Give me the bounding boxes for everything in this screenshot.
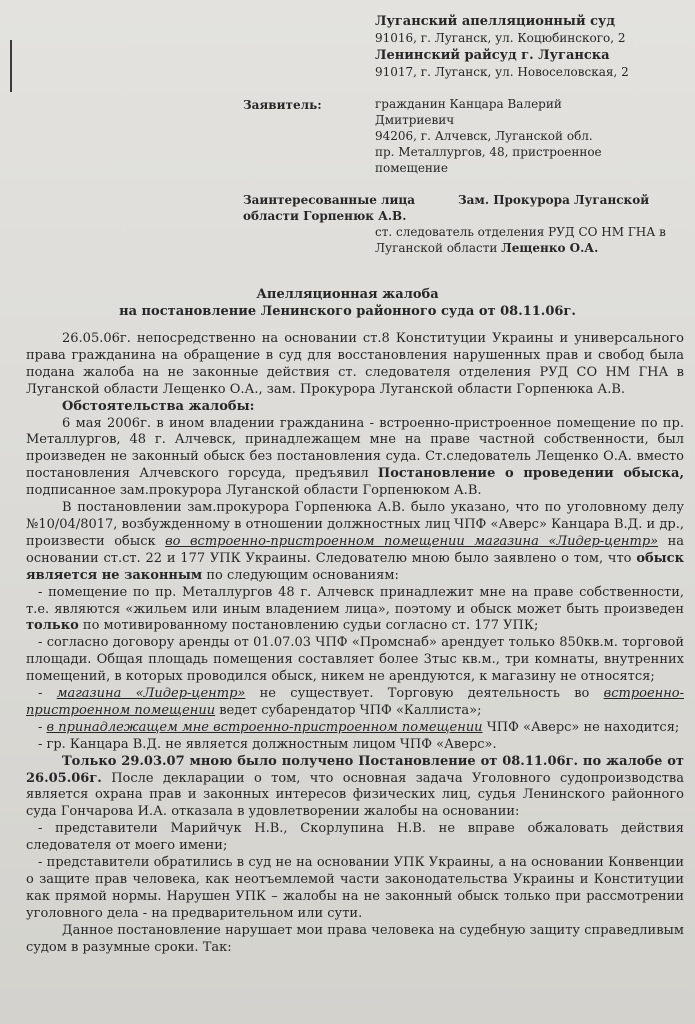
list-item: - помещение по пр. Металлургов 48 г. Алчевск принадлежит мне на праве собственности, т.е. являются «жильем или иным владением лица», поэтому и обыск может быть произведен только по мотивированному постановлению судьи согласно ст. 177 УПК;: [26, 584, 684, 634]
paragraph: Данное постановление нарушает мои права человека на судебную защиту справедливым судом в разумные сроки. Так:: [26, 922, 684, 955]
paragraph: В постановлении зам.прокурора Горпенюка А.В. было указано, что по уголовному делу №10/04/8017, возбужденному в отношении должностных лиц ЧПФ «Аверс» Канцара В.Д. и др., произвести обыск во встроенно-пристроенном помещении магазина «Лидер-центр» на основании ст.ст. 22 и 177 УПК Украины. Следователю мною было заявлено о том, что обыск является не законным по следующим основаниям:: [26, 500, 684, 583]
interested-person1: Зам. Прокурора Луганской: [458, 193, 650, 207]
interested-label: Заинтересованные лица: [243, 193, 416, 207]
court1-address: 91016, г. Луганск, ул. Коцюбинского, 2: [375, 31, 626, 45]
court2-address: 91017, г. Луганск, ул. Новоселовская, 2: [375, 65, 629, 79]
document-subtitle: на постановление Ленинского районного суда от 08.11.06г.: [119, 304, 576, 319]
paragraph: 26.05.06г. непосредственно на основании ст.8 Конституции Украины и универсального права гражданина на обращение в суд для восстановления нарушенных прав и свобод была подана жалоба на не законные действия ст. следователя отделения РУД СО НМ ГНА в Луганской области Лещенко О.А., зам. Прокурора Луганской области Горпенюка А.В.: [26, 331, 684, 397]
margin-mark: [10, 40, 12, 92]
list-item: - представители Марийчук Н.В., Скорлупина Н.В. не вправе обжаловать действия следователя от моего имени;: [26, 821, 684, 854]
interested-person2-cont: Луганской области Лещенко О.А.: [375, 241, 599, 255]
list-item: - согласно договору аренды от 01.07.03 ЧПФ «Промснаб» арендует только 850кв.м. торговой площади. Общая площадь помещения составляет более 3тыс кв.м., три комнаты, внутренних помещений, в которых проводился обыск, никем не арендуются, к магазину не относятся;: [26, 635, 684, 685]
paragraph: Только 29.03.07 мною было получено Постановление от 08.11.06г. по жалобе от 26.05.06г. После декларации о том, что основная задача Уголовного судопроизводства является охрана прав и законных интересов физических лиц, судья Ленинского районного суда Гончарова И.А. отказала в удовлетворении жалобы на основании:: [26, 753, 684, 820]
court2-name: Ленинский райсуд г. Луганска: [375, 48, 610, 63]
applicant-line: 94206, г. Алчевск, Луганской обл.: [375, 129, 593, 143]
interested-person2: ст. следователь отделения РУД СО НМ ГНА в: [375, 225, 666, 239]
paragraph: 6 мая 2006г. в ином владении гражданина - встроенно-пристроенное помещение по пр. Металлургов, 48 г. Алчевск, принадлежащем мне на праве частной собственности, был произведен не законный обыск без постановления суда. Ст.следователь Лещенко О.А. вместо постановления Алчевского горсуда, предъявил Постановление о проведении обыска, подписанное зам.прокурора Луганской области Горпенюком А.В.: [26, 415, 684, 499]
list-item: - представители обратились в суд не на основании УПК Украины, а на основании Конвенции о защите прав человека, как неотъемлемой части законодательства Украины и Конституции как прямой нормы. Нарушен УПК – жалобы на не законный обыск только при рассмотрении уголовного дела - на предварительном или сути.: [26, 855, 684, 921]
section-heading: Обстоятельства жалобы:: [62, 398, 255, 414]
applicant-line: Дмитриевич: [375, 113, 455, 127]
list-item: - в принадлежащем мне встроенно-пристроенном помещении ЧПФ «Аверс» не находится;: [38, 719, 680, 735]
court1-name: Луганский апелляционный суд: [375, 14, 616, 29]
interested-person2-name: Лещенко О.А.: [501, 241, 599, 255]
list-item: - гр. Канцара В.Д. не является должностным лицом ЧПФ «Аверс».: [38, 736, 497, 752]
applicant-label: Заявитель:: [243, 98, 322, 112]
interested-person1-cont: области Горпенюк А.В.: [243, 209, 407, 223]
list-item: - магазина «Лидер-центр» не существует. Торговую деятельность во встроенно-пристроенном помещении ведет субарендатор ЧПФ «Каллиста»;: [26, 686, 685, 718]
document-title: Апелляционная жалоба: [256, 287, 439, 302]
applicant-line: пр. Металлургов, 48, пристроенное: [375, 145, 602, 159]
applicant-line: гражданин Канцара Валерий: [375, 97, 562, 111]
document-body: [26, 331, 684, 957]
applicant-line: помещение: [375, 161, 449, 175]
